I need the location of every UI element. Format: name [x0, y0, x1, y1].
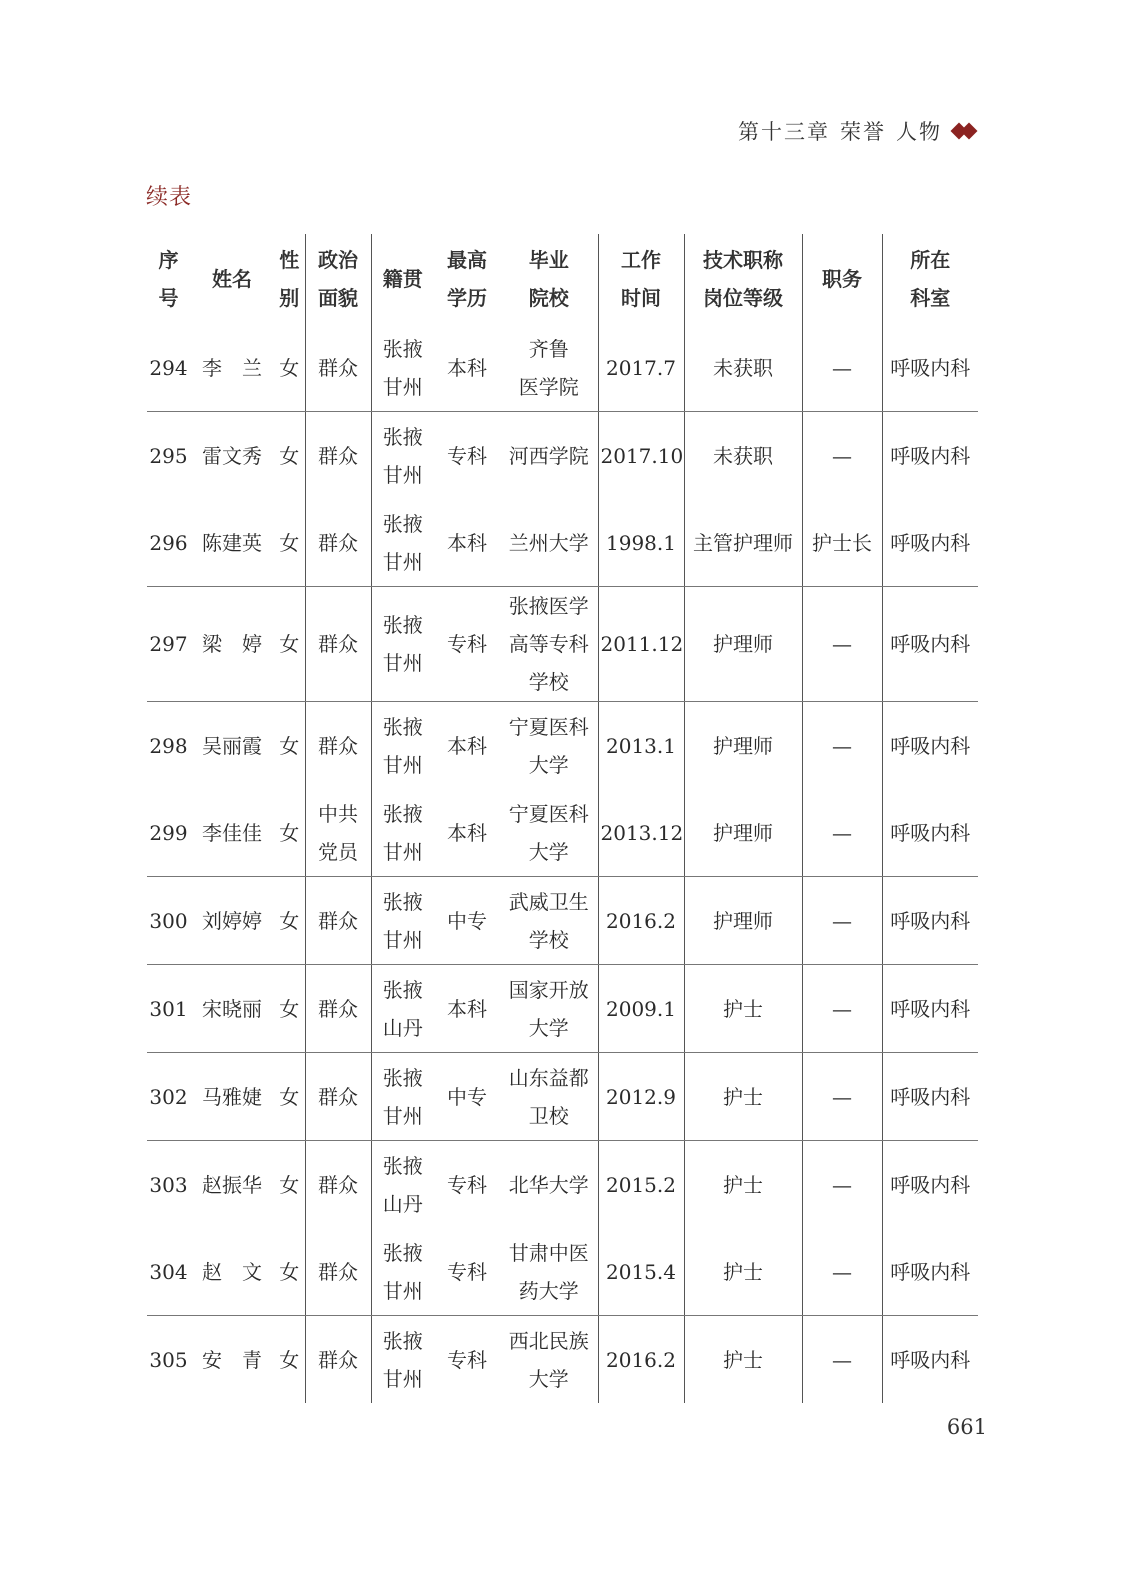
cell-origin: 张掖 山丹 — [371, 965, 434, 1053]
table-row — [147, 1053, 978, 1141]
cell-sex: 女 — [274, 587, 305, 702]
cell-duty: 护士长 — [802, 499, 882, 587]
cell-sex: 女 — [274, 324, 305, 412]
cell-politics: 群众 — [305, 1228, 371, 1316]
cell-sex: 女 — [279, 443, 300, 468]
cell-edu: 本科 — [434, 499, 500, 587]
cell-edu: 中专 — [434, 877, 500, 965]
table-row — [147, 412, 978, 500]
cell-origin: 张掖 甘州 — [371, 1053, 434, 1141]
cell-work-time: 2013.12 — [598, 789, 684, 877]
cell-duty: — — [802, 702, 882, 790]
cell-duty: — — [802, 965, 882, 1053]
cell-sex: 女 — [279, 733, 300, 758]
cell-origin: 张掖 甘州 — [371, 499, 434, 587]
cell-school: 甘肃中医 药大学 — [500, 1228, 598, 1316]
cell-sex: 女 — [274, 789, 305, 877]
cell-dept: 呼吸内科 — [882, 702, 978, 790]
col-header-edu: 最高 学历 — [447, 248, 487, 310]
cell-work-time: 2017.7 — [598, 324, 684, 412]
cell-school: 西北民族 大学 — [508, 1328, 589, 1391]
table-row — [147, 702, 978, 790]
cell-politics: 群众 — [305, 965, 371, 1053]
cell-no: 294 — [147, 324, 190, 412]
cell-name: 马雅婕 — [190, 1053, 274, 1141]
cell-name: 赵振华 — [202, 1172, 262, 1197]
cell-origin: 张掖 甘州 — [371, 324, 434, 412]
cell-school: 宁夏医科 大学 — [508, 714, 589, 777]
col-header-school: 毕业 院校 — [528, 248, 569, 310]
table-row — [147, 1141, 978, 1229]
cell-origin: 张掖 甘州 — [371, 1316, 434, 1404]
cell-title: 护理师 — [684, 587, 802, 702]
cell-edu: 专科 — [434, 587, 500, 702]
cell-school: 国家开放 大学 — [500, 965, 598, 1053]
table-header-row — [147, 234, 978, 324]
col-header-title: 技术职称 岗位等级 — [684, 234, 802, 324]
cell-school: 武威卫生 学校 — [500, 877, 598, 965]
cell-edu: 专科 — [434, 1228, 500, 1316]
cell-school: 宁夏医科 大学 — [500, 789, 598, 877]
cell-name: 梁 婷 — [190, 587, 274, 702]
table-row — [147, 877, 978, 965]
continued-table-label: 续表 — [146, 185, 193, 210]
cell-no: 296 — [147, 499, 190, 587]
cell-politics: 群众 — [305, 587, 371, 702]
cell-origin: 张掖 山丹 — [371, 1141, 434, 1229]
cell-sex: 女 — [274, 1053, 305, 1141]
cell-work-time: 2015.2 — [598, 1141, 684, 1229]
cell-title: 护士 — [684, 1053, 802, 1141]
cell-politics: 中共 党员 — [305, 789, 371, 877]
cell-name: 雷文秀 — [202, 443, 262, 468]
cell-no: 295 — [149, 443, 188, 468]
cell-school: 齐鲁 医学院 — [500, 324, 598, 412]
cell-sex: 女 — [274, 1228, 305, 1316]
cell-origin: 张掖 甘州 — [371, 877, 434, 965]
cell-origin: 张掖 甘州 — [371, 587, 434, 702]
cell-school: 山东益都 卫校 — [500, 1053, 598, 1141]
col-header-work-time: 工作 时间 — [598, 234, 684, 324]
cell-name: 宋晓丽 — [190, 965, 274, 1053]
cell-duty: — — [802, 412, 882, 500]
cell-name: 安 青 — [202, 1347, 262, 1372]
cell-duty: — — [802, 1053, 882, 1141]
cell-school: 北华大学 — [508, 1172, 589, 1197]
cell-politics: 群众 — [305, 1053, 371, 1141]
table-row — [147, 499, 978, 587]
cell-name: 赵 文 — [190, 1228, 274, 1316]
double-diamond-icon — [952, 121, 978, 141]
cell-no: 301 — [147, 965, 190, 1053]
cell-dept: 呼吸内科 — [882, 1053, 978, 1141]
cell-duty: — — [802, 877, 882, 965]
cell-title: 护理师 — [684, 789, 802, 877]
cell-work-time: 2009.1 — [598, 965, 684, 1053]
cell-title: 护理师 — [684, 702, 802, 790]
cell-dept: 呼吸内科 — [882, 1316, 978, 1404]
cell-name: 李 兰 — [190, 324, 274, 412]
cell-edu: 中专 — [434, 1053, 500, 1141]
cell-title: 护士 — [684, 1228, 802, 1316]
col-header-origin: 籍贯 — [371, 234, 434, 324]
cell-school: 河西学院 — [508, 443, 589, 468]
cell-origin: 张掖 甘州 — [371, 1228, 434, 1316]
cell-no: 303 — [149, 1172, 188, 1197]
cell-title: 护士 — [684, 1141, 802, 1229]
cell-edu: 本科 — [434, 324, 500, 412]
table-row — [147, 1228, 978, 1316]
cell-name: 陈建英 — [190, 499, 274, 587]
cell-work-time: 2017.10 — [598, 412, 684, 500]
cell-no: 302 — [147, 1053, 190, 1141]
cell-politics: 群众 — [305, 499, 371, 587]
cell-politics: 群众 — [305, 1316, 371, 1404]
subsection-label: 人物 — [896, 120, 942, 144]
cell-edu: 专科 — [447, 1172, 487, 1197]
cell-duty: — — [802, 1141, 882, 1229]
cell-duty: — — [802, 1228, 882, 1316]
cell-politics: 群众 — [305, 1141, 371, 1229]
cell-politics: 群众 — [305, 324, 371, 412]
col-header-no: 序 号 — [158, 248, 179, 310]
col-header-dept: 所在 科室 — [882, 234, 978, 324]
cell-dept: 呼吸内科 — [882, 1228, 978, 1316]
cell-politics: 群众 — [305, 877, 371, 965]
cell-dept: 呼吸内科 — [882, 324, 978, 412]
chapter-label: 第十三章 — [738, 120, 830, 144]
cell-politics: 群众 — [305, 412, 371, 500]
cell-title: 主管护理师 — [684, 499, 802, 587]
staff-roster-table — [147, 234, 978, 1403]
running-header — [738, 116, 978, 146]
cell-no: 298 — [149, 733, 188, 758]
cell-edu: 专科 — [447, 1347, 487, 1372]
cell-duty: — — [802, 587, 882, 702]
cell-sex: 女 — [274, 499, 305, 587]
page-number: 661 — [946, 1415, 987, 1439]
col-header-politics: 政治 面貌 — [305, 234, 371, 324]
cell-work-time: 2015.4 — [598, 1228, 684, 1316]
cell-dept: 呼吸内科 — [882, 789, 978, 877]
cell-sex: 女 — [279, 1347, 300, 1372]
cell-title: 护理师 — [684, 877, 802, 965]
cell-title: 未获职 — [684, 324, 802, 412]
cell-sex: 女 — [279, 1172, 300, 1197]
cell-sex: 女 — [274, 965, 305, 1053]
cell-edu: 专科 — [447, 443, 487, 468]
cell-no: 300 — [147, 877, 190, 965]
cell-edu: 本科 — [434, 789, 500, 877]
cell-origin: 张掖 甘州 — [371, 702, 434, 790]
cell-edu: 本科 — [434, 965, 500, 1053]
cell-dept: 呼吸内科 — [882, 412, 978, 500]
cell-origin: 张掖 甘州 — [371, 789, 434, 877]
cell-dept: 呼吸内科 — [882, 1141, 978, 1229]
col-header-name: 姓名 — [212, 267, 252, 291]
cell-origin: 张掖 甘州 — [371, 412, 434, 500]
cell-dept: 呼吸内科 — [882, 877, 978, 965]
table-row — [147, 965, 978, 1053]
cell-duty: — — [802, 1316, 882, 1404]
cell-sex: 女 — [274, 877, 305, 965]
cell-work-time: 2013.1 — [598, 702, 684, 790]
col-header-duty: 职务 — [802, 234, 882, 324]
cell-work-time: 2012.9 — [598, 1053, 684, 1141]
cell-name: 李佳佳 — [190, 789, 274, 877]
cell-no: 297 — [147, 587, 190, 702]
cell-no: 299 — [147, 789, 190, 877]
table-row — [147, 587, 978, 702]
cell-school: 兰州大学 — [500, 499, 598, 587]
col-header-sex: 性 别 — [279, 248, 300, 310]
cell-dept: 呼吸内科 — [882, 499, 978, 587]
cell-work-time: 2016.2 — [598, 877, 684, 965]
cell-work-time: 2011.12 — [598, 587, 684, 702]
cell-edu: 本科 — [447, 733, 487, 758]
cell-name: 刘婷婷 — [190, 877, 274, 965]
cell-dept: 呼吸内科 — [882, 965, 978, 1053]
table-row — [147, 789, 978, 877]
cell-title: 未获职 — [684, 412, 802, 500]
cell-title: 护士 — [684, 1316, 802, 1404]
cell-name: 吴丽霞 — [202, 733, 262, 758]
section-label: 荣誉 — [840, 120, 886, 144]
table-body — [147, 324, 978, 1403]
cell-no: 304 — [147, 1228, 190, 1316]
table-row — [147, 324, 978, 412]
cell-dept: 呼吸内科 — [882, 587, 978, 702]
cell-school: 张掖医学 高等专科 学校 — [500, 587, 598, 702]
cell-no: 305 — [149, 1347, 188, 1372]
cell-work-time: 1998.1 — [598, 499, 684, 587]
cell-title: 护士 — [684, 965, 802, 1053]
table-row — [147, 1316, 978, 1404]
cell-work-time: 2016.2 — [598, 1316, 684, 1404]
cell-duty: — — [802, 789, 882, 877]
cell-politics: 群众 — [305, 702, 371, 790]
cell-duty: — — [802, 324, 882, 412]
